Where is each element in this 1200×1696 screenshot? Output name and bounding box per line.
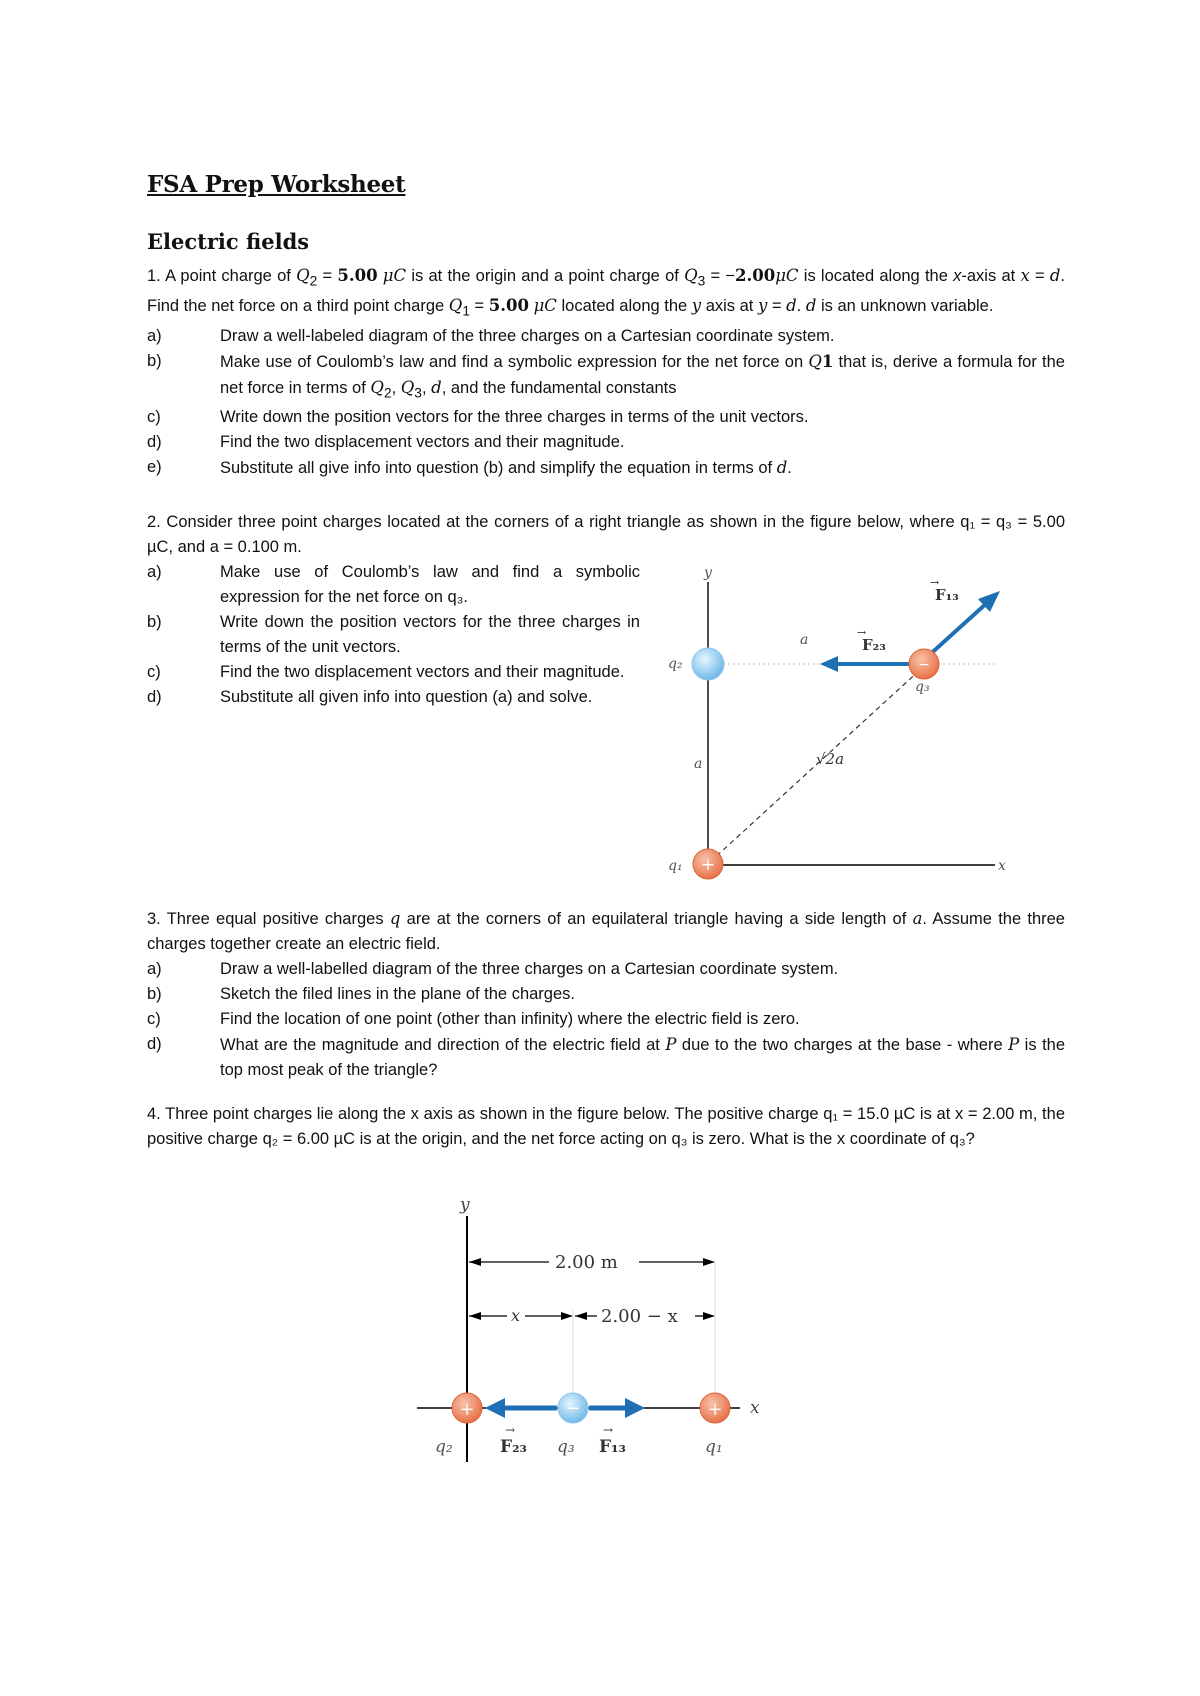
x-axis-label: x [750,1398,760,1418]
q3-label: q₃ [557,1437,575,1457]
f13-arrow-head [625,1398,645,1418]
question-2-text: 2. Consider three point charges located at the corners of a right triangle as shown in the figure below, where q₁ = q₃ = 5.00 µC, and a = 0.100 m. [147,513,1065,556]
q3-item-c: c) Find the location of one point (other than infinity) where the electric field is zero. [147,1010,800,1028]
worksheet-title: FSA Prep Worksheet [147,171,406,198]
q1-label: q₁ [705,1437,723,1457]
dist-rest-arrow-left [575,1312,587,1320]
q3-item-d: d) What are the magnitude and direction of the electric field at P due to the two charges at the base - where P is the top most peak of the triangle? [147,1035,1066,1079]
dist-x-arrow-right [561,1312,573,1320]
f13-arrow-shaft [926,602,988,658]
f23-label: F₂₃ [862,636,886,654]
question-3-text: 3. Three equal positive charges q are at the corners of an equilateral triangle having a side length of a. Assume the three charges together create an electric field. [147,909,1065,953]
f23-arrow-head [820,656,838,672]
f23-arrow-head [485,1398,505,1418]
dist-total-arrow-right [703,1258,715,1266]
q3-label: q₃ [915,679,930,695]
q3-item-b: b) Sketch the filed lines in the plane of the charges. [147,985,575,1003]
q3-item-a: a) Draw a well-labelled diagram of the three charges on a Cartesian coordinate system. [147,960,839,978]
dist-total-arrow-left [469,1258,481,1266]
q2-item-d: d) Substitute all given info into question (a) and solve. [147,688,593,706]
q2-item-a: a) Make use of Coulomb’s law and find a symbolic expression for the net force on q₃. [147,563,640,606]
question-3 [147,906,1065,1083]
q1-item-a: a) Draw a well-labeled diagram of the three charges on a Cartesian coordinate system. [147,326,835,345]
q1-item-b: b) Make use of Coulomb’s law and find a symbolic expression for the net force on Q1 that is, derive a formula for the net force in terms of $Q_2$, $Q_3$, d, and the fundamental constants [147,351,1065,400]
side-a-top-label: a [800,632,809,648]
q2-charge [692,648,724,680]
q2-label: q₂ [435,1437,453,1457]
q1-item-e: e) Substitute all give info into question (b) and simplify the equation in terms of d. [147,457,792,477]
f23-vector-mark: → [857,626,867,639]
dist-total-label: 2.00 m [555,1252,618,1273]
q2-item-c: c) Find the two displacement vectors and their magnitude. [147,663,625,681]
question-1-text: 1. A point charge of $Q_2 = 5.00$ μC is at the origin and a point charge of $Q_3 = -2.00\mu C$ is located along the x-axis at x = d. Find the net force on a third point charge $Q_1 = 5.00$ μC located along the y axis at y = d. d is an unknown variable. [147,266,1065,319]
dist-x-label: x [511,1306,521,1325]
q1-charge-sign: + [700,855,716,875]
q2-charge-sign: + [459,1399,475,1420]
q2-right-triangle-figure [650,560,1010,880]
q3-charge-sign: − [565,1398,581,1419]
q1-charge-sign: + [707,1399,723,1420]
dist-x-arrow-left [469,1312,481,1320]
question-4 [147,1102,1065,1152]
question-4-text: 4. Three point charges lie along the x axis as shown in the figure below. The positive charge q₁ = 15.0 µC is at x = 2.00 m, the positive charge q₂ = 6.00 µC is at the origin, and the net force acting on q₃ is zero. What is the x coordinate of q₃? [147,1105,1065,1148]
q2-item-b: b) Write down the position vectors for the three charges in terms of the unit vectors. [147,613,640,656]
f13-label: F₁₃ [599,1437,626,1457]
q3-charge-sign: − [918,657,930,673]
question-1 [147,263,1065,481]
q1-item-d: d) Find the two displacement vectors and their magnitude. [147,432,625,451]
side-a-left-label: a [694,756,703,772]
f23-label: F₂₃ [500,1437,527,1457]
y-axis-label: y [704,565,712,581]
y-axis-label: y [460,1195,470,1215]
q4-line-charges-figure [405,1190,825,1470]
f23-vector-mark: → [505,1423,516,1437]
q1-label: q₁ [668,858,683,874]
f13-vector-mark: → [603,1423,614,1437]
f13-label: F₁₃ [935,586,959,604]
f13-vector-mark: → [930,576,940,589]
x-axis-label: x [998,858,1006,874]
hypotenuse-label: √2a [816,750,845,768]
dist-rest-label: 2.00 − x [601,1306,678,1327]
q1-item-c: c) Write down the position vectors for the three charges in terms of the unit vectors. [147,407,809,426]
section-heading: Electric fields [147,229,310,254]
q2-label: q₂ [668,656,683,672]
dist-rest-arrow-right [703,1312,715,1320]
